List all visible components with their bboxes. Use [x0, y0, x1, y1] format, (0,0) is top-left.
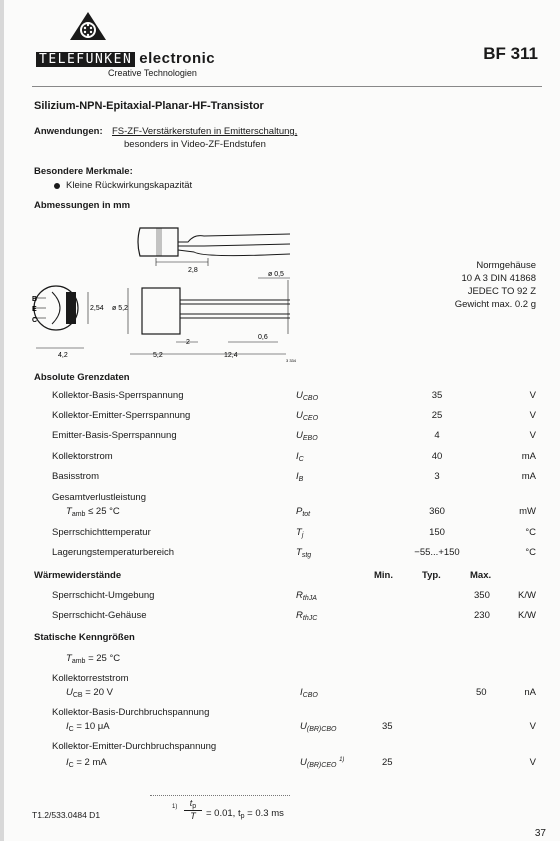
param-symbol: $U_{(BR)CEO}$ $^{1)}$ [300, 757, 345, 770]
applications-line-1: FS-ZF-Verstärkerstufen in Emitterschaltung, [112, 126, 298, 137]
param-name: Emitter-Basis-Sperrspannung [52, 430, 177, 441]
param-name: Kollektor-Basis-Durchbruchspannung [52, 707, 210, 718]
param-unit: V [529, 410, 536, 421]
param-max: 230 [474, 610, 490, 621]
package-line-1: Normgehäuse [476, 260, 536, 271]
param-unit: °C [525, 527, 536, 538]
param-unit: mA [521, 451, 536, 462]
param-symbol: $P_{tot}$ [296, 506, 311, 518]
param-name: Kollektor-Basis-Sperrspannung [52, 390, 184, 401]
brand-name [36, 50, 215, 67]
param-value: 150 [429, 527, 445, 538]
col-typ: Typ. [422, 570, 441, 581]
param-unit: mA [521, 471, 536, 482]
param-symbol: $U_{(BR)CBO}$ [300, 721, 337, 733]
col-max: Max. [470, 570, 492, 581]
applications-label: Anwendungen: [34, 126, 103, 137]
param-name: Kollektor-Emitter-Durchbruchspannung [52, 741, 217, 752]
param-symbol: $U_{CEO}$ [296, 410, 319, 422]
dimensions-heading: Abmessungen in mm [34, 200, 131, 211]
thermal-heading: Wärmewiderstände [34, 570, 122, 581]
package-dimension-drawing [28, 214, 308, 364]
param-min: 25 [382, 757, 393, 768]
param-symbol: $I_B$ [296, 471, 304, 483]
footnote-text: = 0.01, $t_p = 0.3$ ms [206, 808, 284, 820]
dim-5-2: 5,2 [153, 352, 163, 359]
pin-label-e: E [32, 306, 37, 313]
brand-tagline: Creative Technologien [108, 68, 197, 78]
param-unit: V [529, 757, 536, 768]
param-value: −55...+150 [414, 547, 460, 558]
drawing-code: 3 334 [286, 358, 297, 363]
part-number: BF 311 [483, 44, 538, 63]
param-symbol: $T_{stg}$ [296, 547, 312, 559]
param-unit: V [529, 430, 536, 441]
table-row [0, 451, 560, 465]
ambient-condition: $T_{amb} = 25$ °C [66, 653, 121, 665]
applications-line-2: besonders in Video-ZF-Endstufen [124, 139, 266, 150]
param-unit: nA [524, 687, 536, 698]
table-row [0, 707, 560, 721]
table-row [0, 721, 560, 735]
table-row [0, 471, 560, 485]
param-max: 350 [474, 590, 490, 601]
param-name: Sperrschichttemperatur [52, 527, 151, 538]
param-min: 35 [382, 721, 393, 732]
param-symbol: $R_{thJC}$ [296, 610, 318, 622]
table-row [0, 492, 560, 506]
table-row [0, 410, 560, 424]
param-value: 40 [431, 451, 443, 462]
table-row [0, 741, 560, 755]
param-unit: V [529, 721, 536, 732]
feature-item: Kleine Rückwirkungskapazität [66, 180, 193, 191]
footnote-rule [150, 795, 290, 796]
param-unit: °C [525, 547, 536, 558]
dim-0-5: ø 0,5 [268, 271, 284, 278]
dim-4-2: 4,2 [58, 352, 68, 359]
param-value: 360 [429, 506, 445, 517]
param-unit: K/W [518, 610, 536, 621]
table-row [0, 673, 560, 687]
table-row [0, 687, 560, 701]
pin-label-c: C [32, 317, 38, 324]
dim-2: 2 [186, 339, 190, 346]
table-row [0, 506, 560, 520]
header-rule [32, 86, 542, 87]
param-symbol: $U_{EBO}$ [296, 430, 318, 442]
param-name: Sperrschicht-Gehäuse [52, 610, 147, 621]
footnote-mark: 1) [172, 804, 178, 810]
param-symbol: $I_{CBO}$ [300, 687, 318, 699]
param-condition: $I_C = 2$ mA [66, 757, 107, 769]
telefunken-logo-icon [66, 10, 110, 48]
param-max: 50 [476, 687, 487, 698]
absolute-ratings-heading: Absolute Grenzdaten [34, 372, 130, 383]
param-value: 3 [434, 471, 440, 482]
param-symbol: $T_j$ [296, 527, 304, 539]
dim-5-2-dia: ø 5,2 [112, 305, 128, 312]
package-line-2: 10 A 3 DIN 41868 [461, 273, 536, 284]
table-row [0, 527, 560, 541]
param-name: Gesamtverlustleistung [52, 492, 146, 503]
bullet-icon [54, 183, 60, 189]
features-heading: Besondere Merkmale: [34, 166, 133, 177]
param-value: 35 [431, 390, 443, 401]
col-min: Min. [374, 570, 393, 581]
brand-electronic: electronic [139, 50, 216, 67]
document-title: Silizium-NPN-Epitaxial-Planar-HF-Transistor [34, 100, 264, 112]
param-symbol: $R_{thJA}$ [296, 590, 317, 602]
table-row [0, 547, 560, 561]
param-condition: $I_C = 10$ μA [66, 721, 110, 733]
param-unit: mW [519, 506, 536, 517]
package-line-4: Gewicht max. 0.2 g [454, 299, 536, 310]
pin-label-b: B [32, 296, 38, 303]
param-symbol: $U_{CBO}$ [296, 390, 319, 402]
dim-2-8: 2,8 [188, 267, 198, 274]
param-name: Basisstrom [52, 471, 99, 482]
package-spec [455, 259, 536, 311]
param-symbol: $I_C$ [296, 451, 304, 463]
param-value: 4 [434, 430, 440, 441]
dim-0-6: 0,6 [258, 334, 268, 341]
param-name: Kollektor-Emitter-Sperrspannung [52, 410, 191, 421]
dim-2-54: 2,54 [90, 305, 104, 312]
footnote-fraction: $t_p$ T [184, 798, 202, 821]
package-line-3: JEDEC TO 92 Z [467, 286, 536, 297]
table-row [0, 390, 560, 404]
param-value: 25 [431, 410, 443, 421]
dim-12-4: 12,4 [224, 352, 238, 359]
param-unit: V [529, 390, 536, 401]
param-name: Sperrschicht-Umgebung [52, 590, 155, 601]
page-number: 37 [534, 828, 546, 839]
table-row [0, 757, 560, 771]
table-row [0, 610, 560, 624]
brand-telefunken: TELEFUNKEN [36, 52, 135, 67]
param-condition: $U_{CB} = 20$ V [66, 687, 113, 699]
table-row [0, 430, 560, 444]
param-name: Kollektorstrom [52, 451, 113, 462]
param-name: Kollektorreststrom [52, 673, 129, 684]
param-unit: K/W [518, 590, 536, 601]
param-name: Lagerungstemperaturbereich [52, 547, 174, 558]
static-heading: Statische Kenngrößen [34, 632, 135, 643]
param-condition: $T_{amb} \le 25$ °C [66, 506, 120, 518]
table-row [0, 590, 560, 604]
document-code: T1.2/533.0484 D1 [32, 810, 101, 820]
